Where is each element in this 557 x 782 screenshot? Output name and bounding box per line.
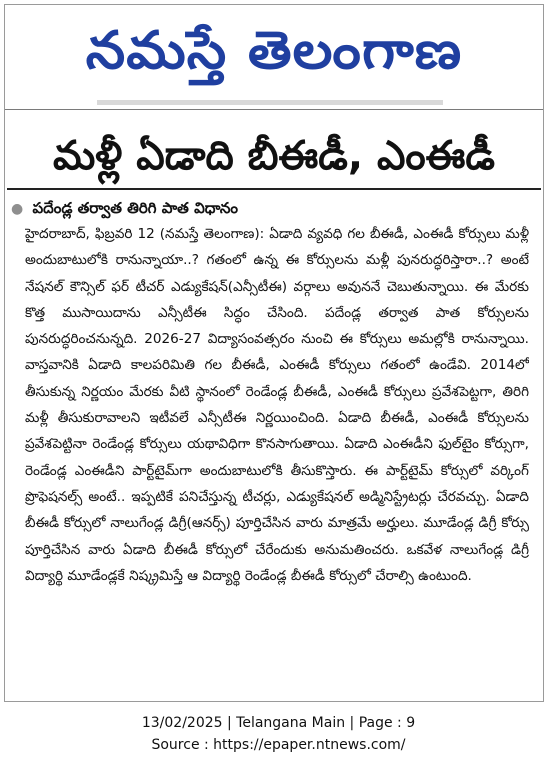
article-body-text: హైదరాబాద్‌, ఫిబ్రవరి 12 (నమస్తే తెలంగాణ): ఏడాది వ్యవధి గల బీఈడీ, ఎంఈడీ కోర్సులు మళ్లీ అందుబాటులోకి రానున్నాయా..? గతంలో ఉన్న ఈ కోర్సులను మళ్లీ పునరుద్ధరిస్తారా..? అంటే నేషనల్‌ కౌన్సిల్‌ ఫర్‌ టీచర్‌ ఎడ్యుకేషన్‌(ఎన్సీటీఈ) వర్గాలు అవుననే చెబుతున్నాయి. ఈ మేరకు కొత్త ముసాయిదాను ఎన్సీటీఈ సిద్ధం చేసింది. పదేండ్ల తర్వాత పాత కోర్సులను పునరుద్ధరించనున్నది. 2026-27 విద్యాసంవత్సరం నుంచి ఈ కోర్సులు అమల్లోకి రానున్నాయి. వాస్తవానికి ఏడాది కాలపరిమితి గల బీఈడీ, ఎంఈడీ కోర్సులు గతంలో ఉండేవి. 2014లో తీసుకున్న నిర్ణయం మేరకు వీటి స్థానంలో రెండేండ్ల బీఈడీ, ఎంఈడీ కోర్సులు ప్రవేశపెట్టగా, తిరిగి మళ్లీ తీసుకురావాలని ఇటీవలే ఎన్సీటీఈ నిర్ణయించింది. ఏడాది బీఈడీ, ఎంఈడీ కోర్సులను ప్రవేశపెట్టినా రెండేండ్ల కోర్సులు యథావిధిగా కొనసాగుతాయి. ఏడాది ఎంఈడీని ఫుల్‌టైం కోర్సుగా, రెండేండ్ల ఎంఈడీని పార్ట్‌టైమ్‌గా అందుబాటులోకి తీసుకొస్తారు. ఈ పార్ట్‌టైమ్‌ కోర్సులో వర్కింగ్‌ ప్రొఫెషనల్స్‌ అంటే.. ఇప్పటికే పనిచేస్తున్న టీచర్లు, ఎడ్యుకేషనల్‌ అడ్మినిస్ట్రేటర్లు చేరవచ్చు. ఏడాది బీఈడీ కోర్సులో నాలుగేండ్ల డిగ్రీ(ఆనర్స్‌) పూర్తిచేసిన వారు మాత్రమే అర్హులు. మూడేండ్ల డిగ్రీ కోర్సు పూర్తిచేసిన వారు ఏడాది బీఈడీ కోర్సులో చేరేందుకు అనుమతించరు. ఒకవేళ నాలుగేండ్ల డిగ్రీ విద్యార్థి మూడేండ్లకే నిష్క్రమిస్తే ఆ విద్యార్థి రెండేండ్ల బీఈడీ కోర్సులో చేరాల్సి ఉంటుంది. (25, 226, 529, 584)
newspaper-clipping (4, 4, 544, 702)
article-headline: మళ్లీ ఏడాది బీఈడీ, ఎంఈడీ (52, 133, 496, 179)
divider-top (5, 109, 543, 110)
newspaper-masthead: నమస్తే తెలంగాణ (85, 21, 463, 81)
subhead-text: పదేండ్ల తర్వాత తిరిగి పాత విధానం (32, 199, 239, 217)
article-subhead (11, 195, 531, 221)
masthead-underline (97, 100, 443, 105)
bullet-icon: ● (11, 201, 24, 217)
footer-edition-info: 13/02/2025 | Telangana Main | Page : 9 (141, 715, 416, 731)
footer-source: Source : https://epaper.ntnews.com/ (151, 737, 406, 753)
page-footer (0, 712, 557, 756)
article-body (25, 221, 529, 695)
divider-headline (7, 188, 541, 190)
